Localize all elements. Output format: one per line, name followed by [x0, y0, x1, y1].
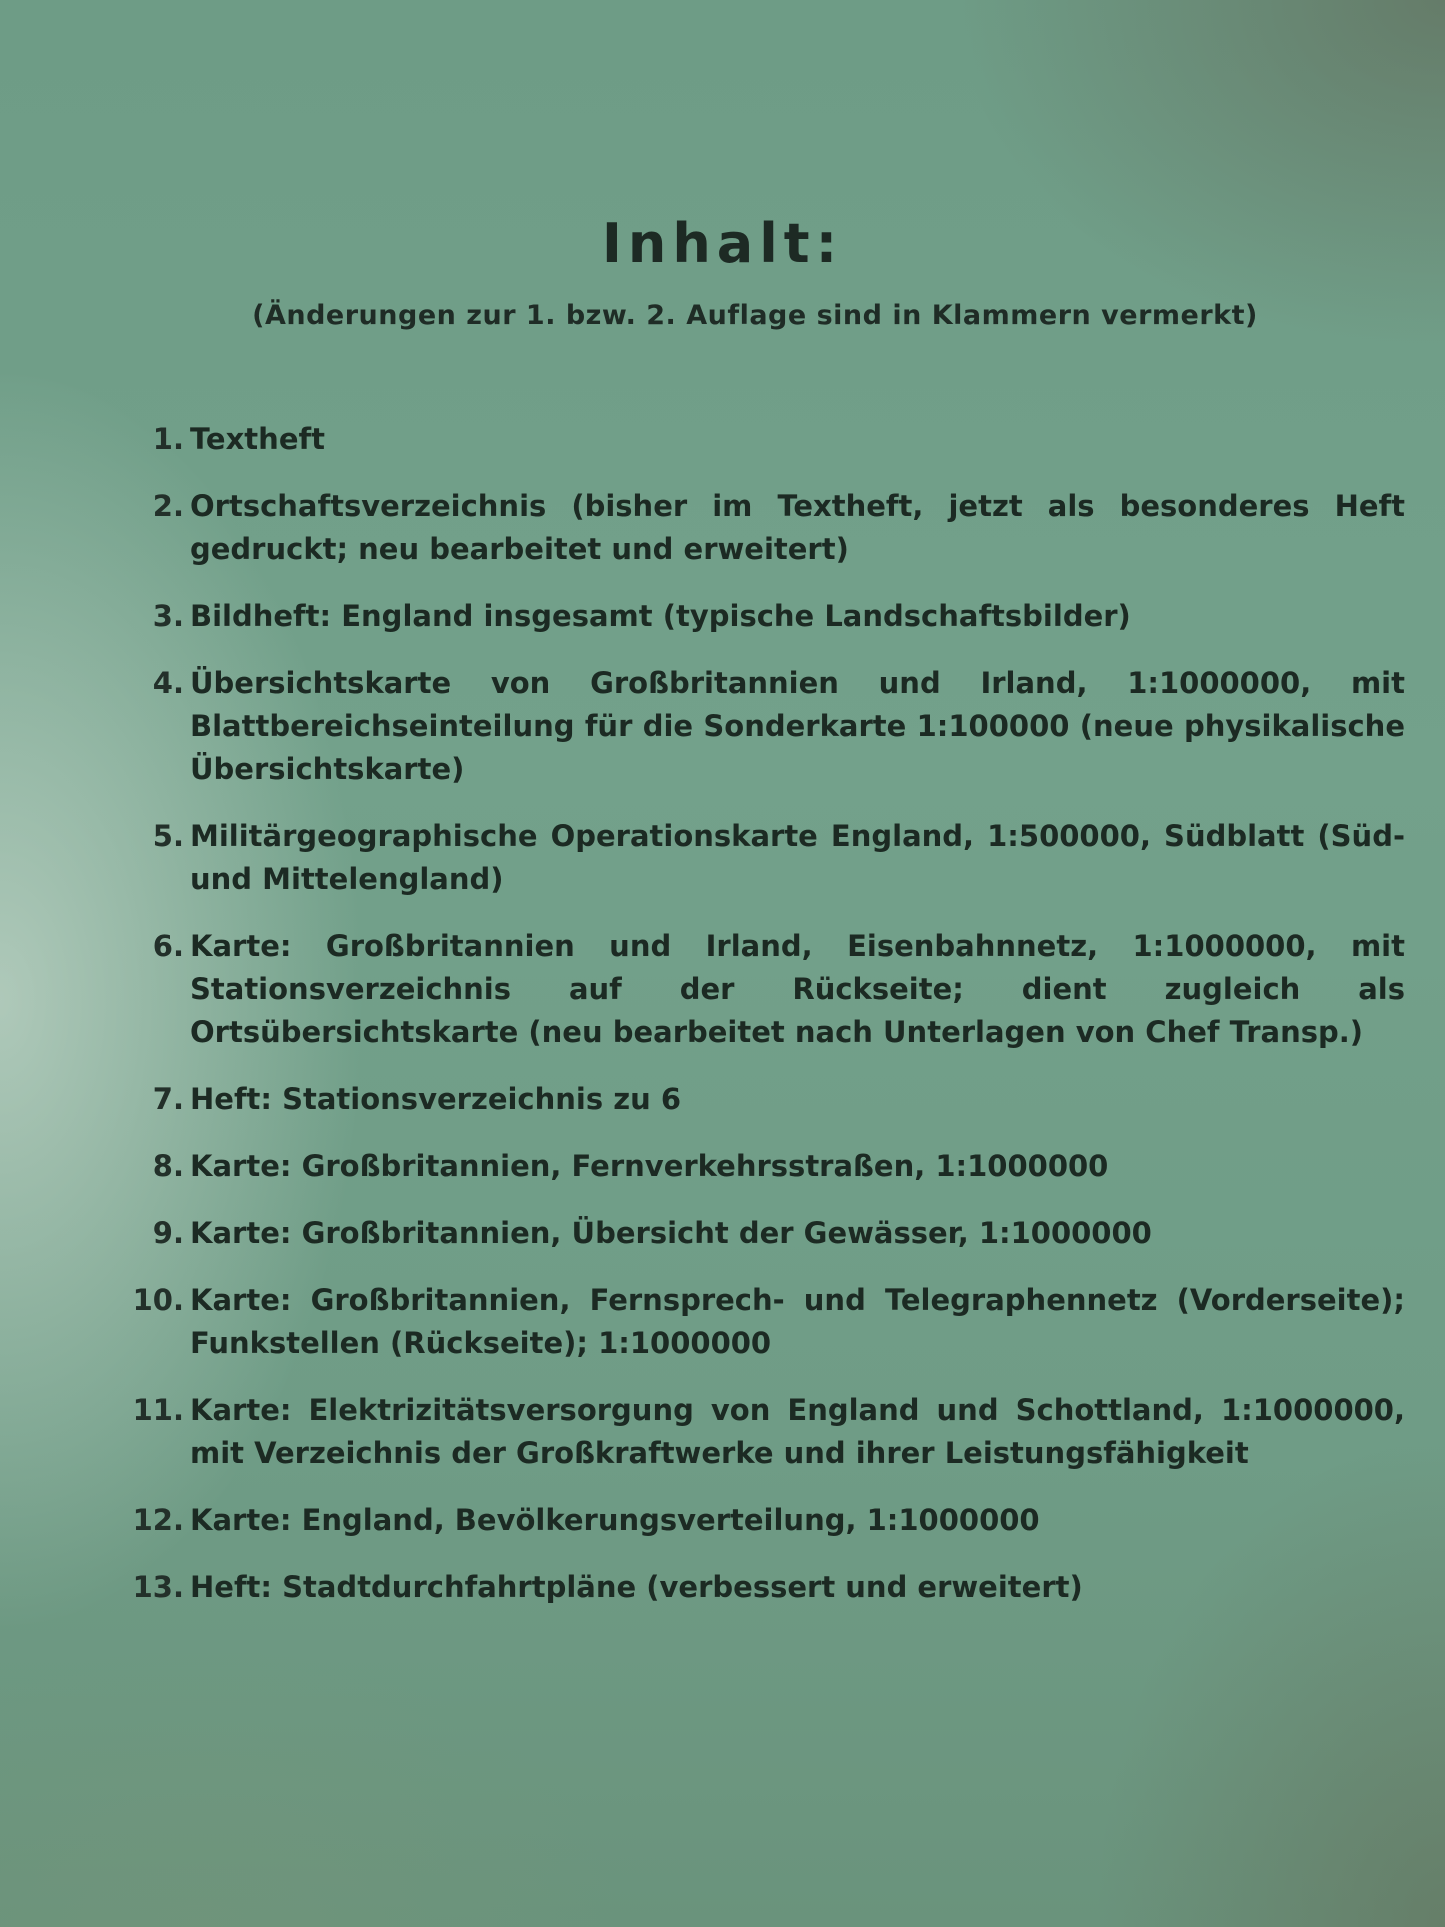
list-item — [120, 1145, 1405, 1188]
item-number: 3. — [152, 599, 184, 633]
item-text: Karte: Elektrizitätsversorgung von England und Schottland, 1:1000000, mit Verzeichnis der Großkraftwerke und ihrer Leistungsfähigkeit — [190, 1393, 1405, 1470]
item-text: Ortschaftsverzeichnis (bisher im Textheft, jetzt als besonderes Heft gedruckt; neu bearbeitet und erweitert) — [190, 489, 1405, 566]
list-item — [120, 1389, 1405, 1475]
list-item — [120, 815, 1405, 901]
list-item — [120, 1499, 1405, 1542]
list-item — [120, 1566, 1405, 1609]
item-number: 10. — [132, 1283, 184, 1317]
item-text: Übersichtskarte von Großbritannien und Irland, 1:1000000, mit Blattbereichseinteilung für die Sonderkarte 1:100000 (neue physikalische Übersichtskarte) — [190, 666, 1405, 786]
item-number: 2. — [152, 489, 184, 523]
list-item — [120, 1078, 1405, 1121]
item-text: Heft: Stationsverzeichnis zu 6 — [190, 1082, 682, 1116]
item-text: Karte: Großbritannien, Fernsprech- und Telegraphennetz (Vorderseite); Funkstellen (Rückseite); 1:1000000 — [190, 1283, 1405, 1360]
list-item — [120, 662, 1405, 791]
list-item — [120, 1212, 1405, 1255]
item-text: Textheft — [190, 422, 325, 456]
contents-list — [120, 418, 1405, 1633]
item-text: Militärgeographische Operationskarte England, 1:500000, Südblatt (Süd- und Mittelengland) — [190, 819, 1405, 896]
item-number: 7. — [152, 1082, 184, 1116]
item-text: Karte: Großbritannien, Übersicht der Gewässer, 1:1000000 — [190, 1216, 1152, 1250]
list-item — [120, 595, 1405, 638]
item-number: 4. — [152, 666, 184, 700]
item-text: Bildheft: England insgesamt (typische Landschaftsbilder) — [190, 599, 1131, 633]
list-item — [120, 925, 1405, 1054]
list-item — [120, 485, 1405, 571]
item-number: 1. — [152, 422, 184, 456]
item-text: Heft: Stadtdurchfahrtpläne (verbessert und erweitert) — [190, 1570, 1083, 1604]
item-text: Karte: Großbritannien, Fernverkehrsstraßen, 1:1000000 — [190, 1149, 1109, 1183]
page-subtitle: (Änderungen zur 1. bzw. 2. Auflage sind in Klammern vermerkt) — [252, 300, 1258, 331]
item-text: Karte: Großbritannien und Irland, Eisenbahnnetz, 1:1000000, mit Stationsverzeichnis auf der Rückseite; dient zugleich als Ortsübersichtskarte (neu bearbeitet nach Unterlagen von Chef Transp.) — [190, 929, 1405, 1049]
list-item — [120, 418, 1405, 461]
list-item — [120, 1279, 1405, 1365]
item-number: 5. — [152, 819, 184, 853]
page-title: Inhalt: — [601, 212, 844, 275]
item-text: Karte: England, Bevölkerungsverteilung, 1:1000000 — [190, 1503, 1040, 1537]
item-number: 11. — [132, 1393, 184, 1427]
item-number: 6. — [152, 929, 184, 963]
item-number: 13. — [132, 1570, 184, 1604]
item-number: 8. — [152, 1149, 184, 1183]
item-number: 9. — [152, 1216, 184, 1250]
item-number: 12. — [132, 1503, 184, 1537]
